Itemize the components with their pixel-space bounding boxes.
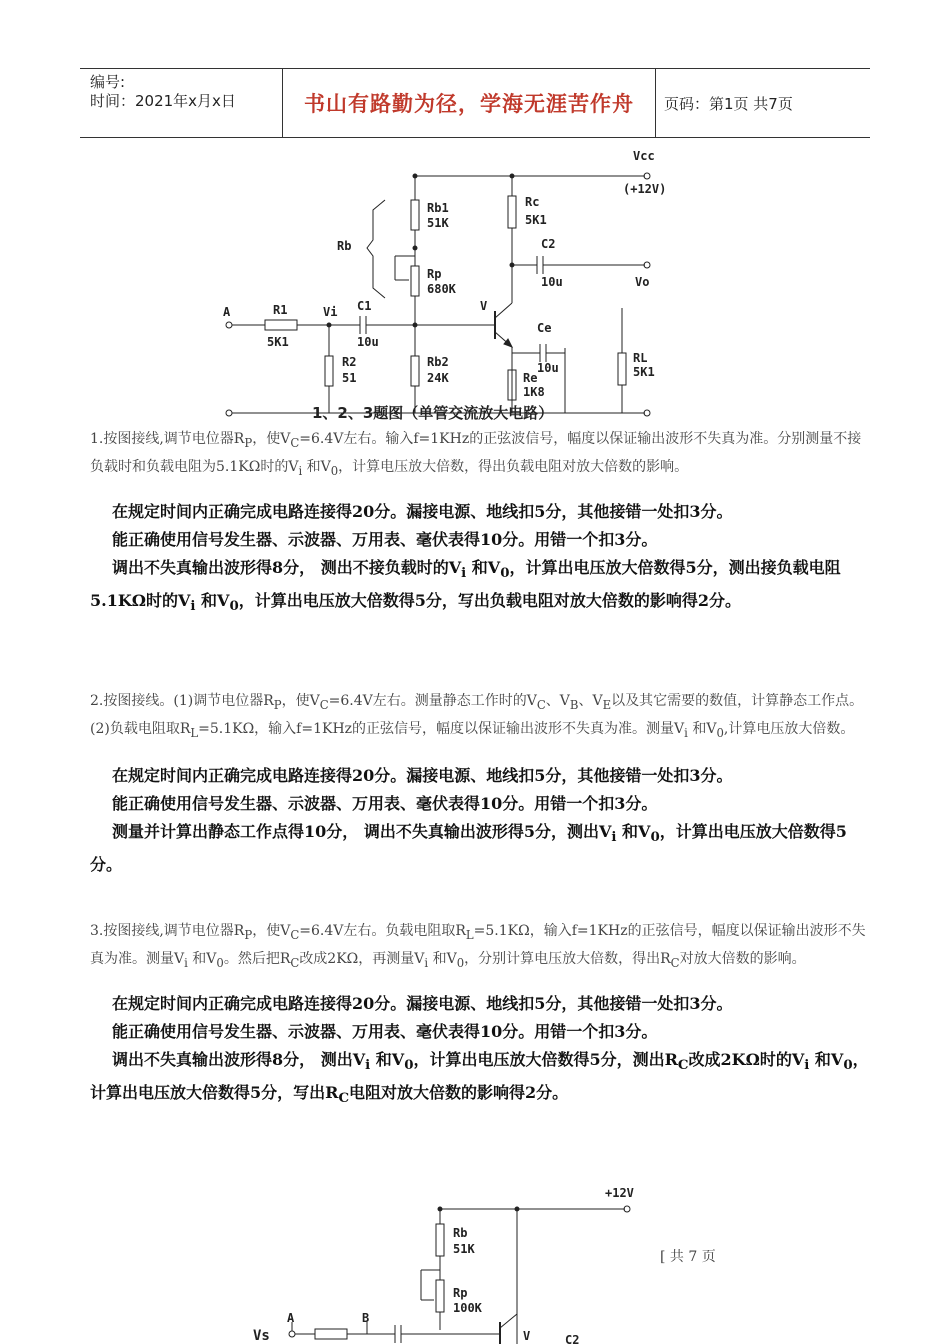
time-label: 时间：2021年x月x日	[90, 92, 236, 110]
amplifier-schematic	[215, 148, 675, 423]
rl-value: 5K1	[633, 365, 655, 379]
node-b-label: B	[362, 1311, 370, 1325]
c2-2-label: C2	[565, 1333, 580, 1344]
rb-2-label: Rb	[453, 1226, 468, 1240]
amplifier-schematic-2	[245, 1182, 645, 1344]
q2-score-3: 测量并计算出静态工作点得10分， 调出不失真输出波形得5分，测出$V_i$ 和$V_0$，计算出电压放大倍数得5分。	[90, 822, 847, 875]
page-footer: [ 共 7 页	[660, 1249, 716, 1265]
transistor-label: V	[480, 299, 488, 313]
rb2-label: Rb2	[427, 355, 449, 369]
r2-label: R2	[342, 355, 357, 369]
node-a-label: A	[287, 1311, 295, 1325]
c1-label: C1	[357, 299, 372, 313]
header-motto-cell	[282, 69, 656, 137]
rp-value: 680K	[427, 282, 456, 296]
r1-value: 5K1	[267, 335, 289, 349]
vi-label: Vi	[323, 305, 338, 319]
input-a-label: A	[223, 305, 231, 319]
rl-label: RL	[633, 351, 648, 365]
vo-label: Vo	[635, 275, 650, 289]
q3-score-2: 能正确使用信号发生器、示波器、万用表、毫伏表得10分。用错一个扣3分。	[112, 1022, 658, 1041]
rb-label: Rb	[337, 239, 352, 253]
question-3-text: 3.按图接线,调节电位器$R_P$，使$V_C=6.4V$左右。负载电阻取$R_L=5.1K\Omega$，输入f=1KHz的正弦信号，幅度以保证输出波形不失真为准。测量$V_i$ 和$V_0$。然后把$R_C$改成2KΩ，再测量$V_i$ 和$V_0$，分别计算电压放大倍数，得出$R_C$对放大倍数的影响。	[90, 923, 866, 970]
c2-label: C2	[541, 237, 556, 251]
ce-label: Ce	[537, 321, 552, 335]
rp-label: Rp	[427, 267, 442, 281]
transistor-2-label: V	[523, 1329, 531, 1343]
question-2-scoring	[90, 762, 870, 879]
rb1-value: 51K	[427, 216, 449, 230]
ce-value: 10u	[537, 361, 559, 375]
header-meta	[90, 73, 280, 111]
rp-2-label: Rp	[453, 1286, 468, 1300]
page-info: 页码：第1页 共7页	[664, 95, 793, 113]
r2-value: 51	[342, 371, 357, 385]
q3-score-1: 在规定时间内正确完成电路连接得20分。漏接电源、地线扣5分，其他接错一处扣3分。	[112, 994, 733, 1013]
rc-label: Rc	[525, 195, 540, 209]
question-1-text: 1.按图接线,调节电位器$R_P$，使$V_C=6.4V$左右。输入f=1KHz的正弦波信号，幅度以保证输出波形不失真为准。分别测量不接负载时和负载电阻为5.1KΩ时的$V_i$ 和$V_0$，计算电压放大倍数，得出负载电阻对放大倍数的影响。	[90, 431, 862, 478]
q1-score-3: 调出不失真输出波形得8分， 测出不接负载时的$V_i$ 和$V_0$，计算出电压放大倍数得5分，测出接负载电阻5.1KΩ时的$V_i$ 和$V_0$，计算出电压放大倍数得5分，写出负载电阻对放大倍数的影响得2分。	[90, 558, 841, 615]
q1-score-1: 在规定时间内正确完成电路连接得20分。漏接电源、地线扣5分，其他接错一处扣3分。	[112, 502, 733, 521]
rb-2-value: 51K	[453, 1242, 475, 1256]
question-1-scoring	[90, 498, 870, 620]
rc-value: 5K1	[525, 213, 547, 227]
c2-value: 10u	[541, 275, 563, 289]
vcc2-label: +12V	[605, 1186, 634, 1200]
re-value: 1K8	[523, 385, 545, 399]
question-2-text: 2.按图接线。(1)调节电位器$R_P$，使$V_C=6.4V$左右。测量静态工作时的$V_C$、$V_B$、$V_E$以及其它需要的数值，计算静态工作点。(2)负载电阻取$R_L=5.1K\Omega$，输入f=1KHz的正弦信号，幅度以保证输出波形不失真为准。测量$V_i$ 和$V_0$,计算电压放大倍数。	[90, 693, 864, 740]
question-3-scoring	[90, 990, 870, 1112]
vcc-value: (+12V)	[623, 182, 667, 196]
c1-value: 10u	[357, 335, 379, 349]
rb1-label: Rb1	[427, 201, 449, 215]
q3-score-3: 调出不失真输出波形得8分， 测出$V_i$ 和$V_0$，计算出电压放大倍数得5分，测出$R_C$改成2KΩ时的$V_i$ 和$V_0$，计算出电压放大倍数得5分，写出$R_C$电阻对放大倍数的影响得2分。	[90, 1050, 869, 1107]
r1-label: R1	[273, 303, 288, 317]
figure-caption: 1、2、3题图（单管交流放大电路）	[312, 404, 554, 422]
code-label: 编号:	[90, 73, 126, 91]
page-header	[80, 68, 870, 138]
vs-label: Vs	[253, 1328, 270, 1344]
rb2-value: 24K	[427, 371, 449, 385]
q2-score-2: 能正确使用信号发生器、示波器、万用表、毫伏表得10分。用错一个扣3分。	[112, 794, 658, 813]
q1-score-2: 能正确使用信号发生器、示波器、万用表、毫伏表得10分。用错一个扣3分。	[112, 530, 658, 549]
motto: 书山有路勤为径，学海无涯苦作舟	[304, 92, 634, 116]
q2-score-1: 在规定时间内正确完成电路连接得20分。漏接电源、地线扣5分，其他接错一处扣3分。	[112, 766, 733, 785]
re-label: Re	[523, 371, 538, 385]
rp-2-value: 100K	[453, 1301, 482, 1315]
vcc-label: Vcc	[633, 149, 655, 163]
